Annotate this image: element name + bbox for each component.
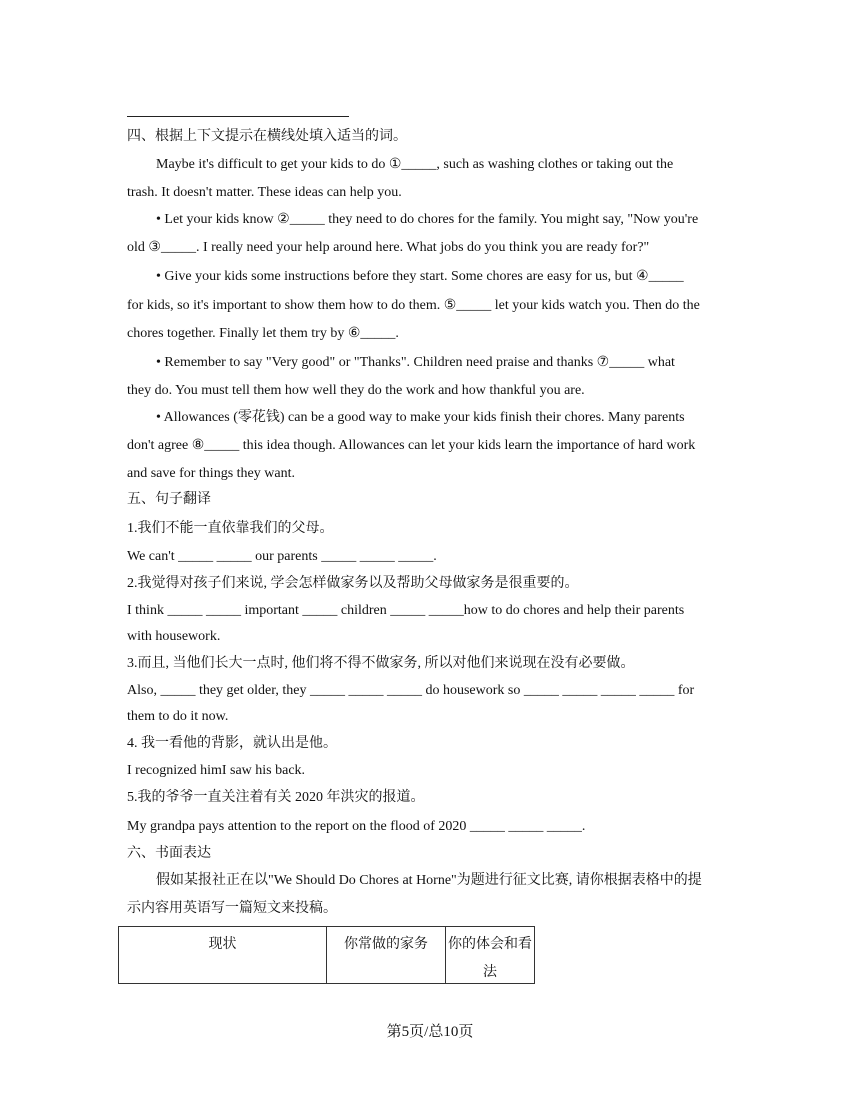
- passage-line: • Allowances (零花钱) can be a good way to make your kids finish their chores. Many parents: [156, 410, 685, 425]
- translation-line: Also, _____ they get older, they _____ _____ _____ do housework so _____ _____ _____ _____ for: [127, 683, 695, 698]
- passage-line: trash. It doesn't matter. These ideas can help you.: [127, 185, 402, 200]
- prompt-line: 假如某报社正在以"We Should Do Chores at Horne"为题进行征文比赛, 请你根据表格中的提: [156, 873, 702, 888]
- translation-line: I think _____ _____ important _____ children _____ _____how to do chores and help their parents: [127, 603, 685, 618]
- passage-line: • Remember to say "Very good" or "Thanks". Children need praise and thanks ⑦_____ what: [156, 355, 675, 370]
- passage-line: for kids, so it's important to show them how to do them. ⑤_____ let your kids watch you. Then do the: [127, 298, 700, 313]
- table-header-cell: 现状: [119, 927, 327, 983]
- page-number: 第5页/总10页: [386, 1024, 474, 1040]
- translation-line: My grandpa pays attention to the report on the flood of 2020 _____ _____ _____.: [127, 819, 586, 834]
- translation-line: 5.我的爷爷一直关注着有关 2020 年洪灾的报道。: [127, 790, 425, 805]
- passage-line: old ③_____. I really need your help around here. What jobs do you think you are ready for?": [127, 240, 650, 255]
- top-rule: [127, 116, 349, 117]
- passage-line: they do. You must tell them how well they do the work and how thankful you are.: [127, 383, 585, 398]
- writing-prompt-table: [118, 926, 535, 984]
- translation-line: them to do it now.: [127, 709, 229, 724]
- translation-line: 2.我觉得对孩子们来说, 学会怎样做家务以及帮助父母做家务是很重要的。: [127, 576, 579, 591]
- translation-line: 1.我们不能一直依靠我们的父母。: [127, 521, 334, 536]
- passage-line: and save for things they want.: [127, 466, 295, 481]
- passage-line: chores together. Finally let them try by ⑥_____.: [127, 326, 399, 341]
- prompt-line: 示内容用英语写一篇短文来投稿。: [127, 901, 337, 916]
- table-header-cell: 你的体会和看法: [448, 937, 532, 980]
- passage-line: don't agree ⑧_____ this idea though. Allowances can let your kids learn the importance of hard work: [127, 438, 696, 453]
- section6-heading: 六、书面表达: [127, 846, 211, 861]
- section5-heading: 五、句子翻译: [127, 492, 211, 507]
- passage-line: Maybe it's difficult to get your kids to do ①_____, such as washing clothes or taking out the: [156, 157, 674, 172]
- table-header-cell: 你常做的家务: [327, 927, 446, 983]
- translation-line: with housework.: [127, 629, 221, 644]
- section4-heading: 四、根据上下文提示在横线处填入适当的词。: [127, 129, 407, 144]
- translation-line: 4. 我一看他的背影，就认出是他。: [127, 736, 337, 751]
- passage-line: • Let your kids know ②_____ they need to do chores for the family. You might say, "Now you're: [156, 212, 699, 227]
- translation-line: 3.而且, 当他们长大一点时, 他们将不得不做家务, 所以对他们来说现在没有必要做。: [127, 656, 635, 671]
- translation-line: We can't _____ _____ our parents _____ _____ _____.: [127, 549, 437, 564]
- translation-line: I recognized himI saw his back.: [127, 763, 306, 778]
- passage-line: • Give your kids some instructions before they start. Some chores are easy for us, but ④_____: [156, 269, 684, 284]
